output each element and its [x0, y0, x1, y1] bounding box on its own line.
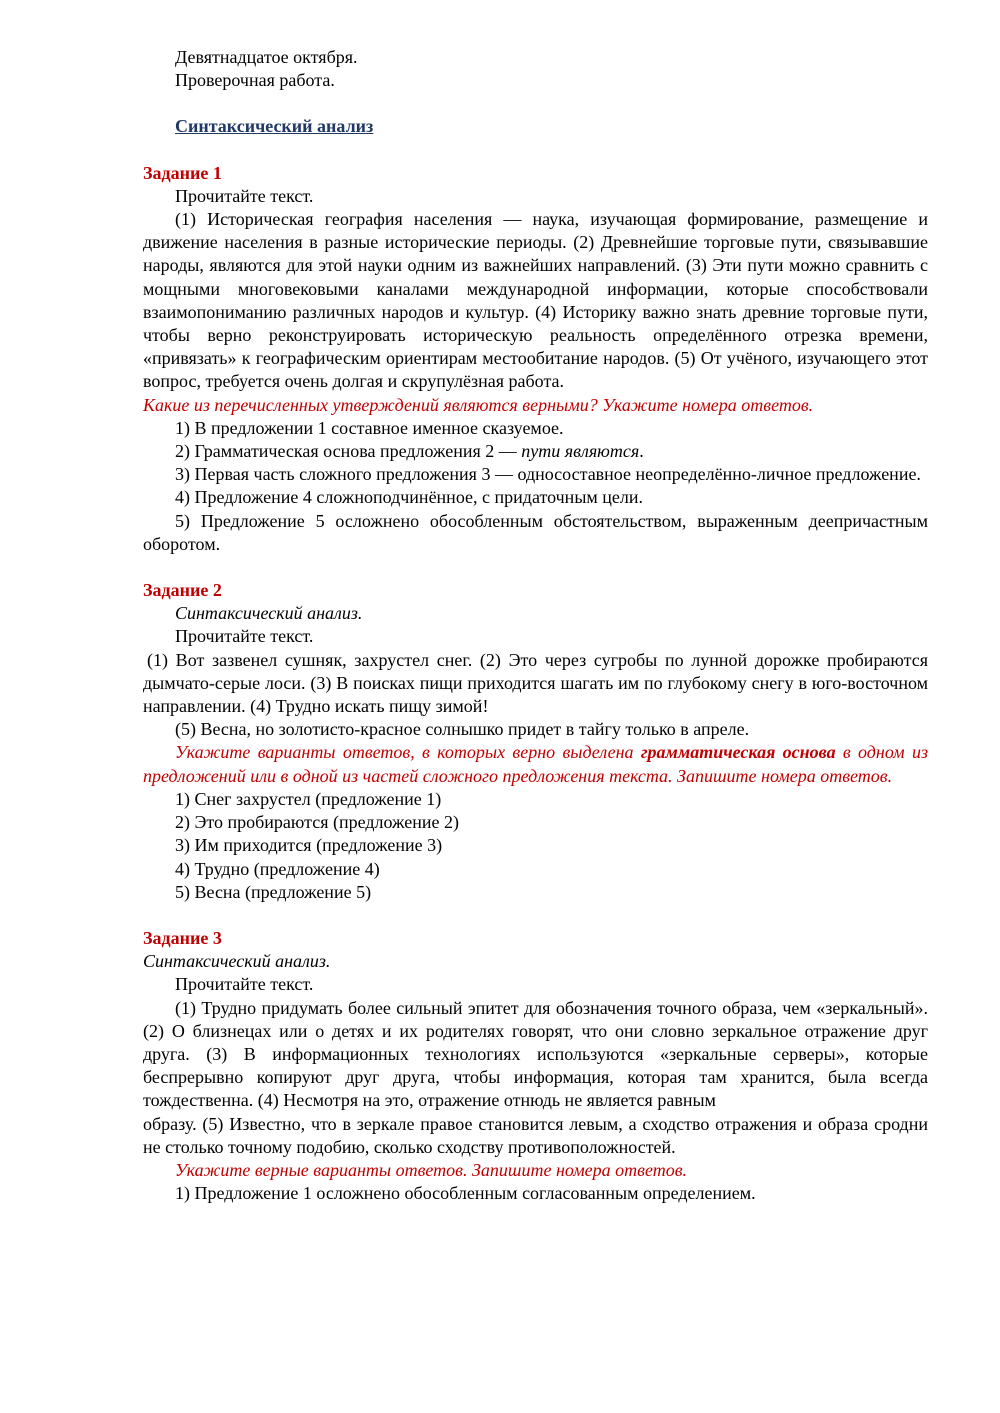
task1-option-1: 1) В предложении 1 составное именное сказуемое.: [175, 417, 564, 438]
date-line: Девятнадцатое октября.: [175, 47, 358, 67]
task2-option: 4) Трудно (предложение 4): [175, 858, 380, 879]
task2-instruction: Прочитайте текст.: [175, 626, 314, 647]
task1-option-5: 5) Предложение 5 осложнено обособленным обстоятельством, выраженным деепричастным оборотом.: [143, 510, 928, 554]
task2-question: Укажите варианты ответов, в которых верно выделена грамматическая основа в одном из предложений или в одной из частей сложного предложения текста. Запишите номера ответов.: [143, 742, 928, 786]
task1-instruction: Прочитайте текст.: [175, 185, 314, 206]
task3-text: (1) Трудно придумать более сильный эпитет для обозначения точного образа, чем «зеркальный». (2) О близнецах или о детях и их родителях говорят, что они словно зеркальное отражение друг друга. (3) В информационных технологиях используются «зеркальные серверы», которые беспрерывно копируют друг друга, чтобы информация, которая там хранится, была всегда тождественна. (4) Несмотря на это, отражение отнюдь не является равным: [143, 997, 928, 1111]
task3-text-continued: образу. (5) Известно, что в зеркале правое становится левым, а сходство отражения и образа сродни не столько точному подобию, сколько сходству противоположностей.: [143, 1113, 928, 1157]
task1-text: (1) Историческая география населения — наука, изучающая формирование, размещение и движение населения в разные исторические периоды. (2) Древнейшие торговые пути, связывавшие народы, являются для этой науки одним из важнейших направлений. (3) Эти пути можно сравнить с мощными многовековыми каналами международной информации, которые способствовали взаимопониманию различных народов и культур. (4) Историку важно знать древние торговые пути, чтобы верно реконструировать историческую реальность определённого отрезка времени, «привязать» к географическим ориентирам местообитание народов. (5) От учёного, изучающего этот вопрос, требуется очень долгая и скрупулёзная работа.: [143, 209, 928, 392]
task2-text-5: (5) Весна, но золотисто-красное солнышко придет в тайгу только в апреле.: [175, 719, 750, 740]
task1-option-2: 2) Грамматическая основа предложения 2 — пути являются.: [175, 441, 644, 462]
task3-instruction: Прочитайте текст.: [175, 974, 314, 995]
task1-option-4: 4) Предложение 4 сложноподчинённое, с придаточным цели.: [175, 487, 644, 508]
task2-option: 3) Им приходится (предложение 3): [175, 835, 443, 856]
task3-option-1: 1) Предложение 1 осложнено обособленным согласованным определением.: [175, 1183, 756, 1204]
task3-heading: Задание 3: [143, 927, 222, 948]
task2-question-bold: грамматическая основа: [640, 742, 836, 763]
task2-heading: Задание 2: [143, 580, 222, 601]
task1-heading: Задание 1: [143, 162, 222, 183]
task2-option: 1) Снег захрустел (предложение 1): [175, 788, 442, 809]
task1-option-2-emphasis: пути являются: [521, 441, 640, 462]
task2-option: 5) Весна (предложение 5): [175, 881, 372, 902]
task2-subtitle: Синтаксический анализ.: [175, 603, 363, 624]
task3-question: Укажите верные варианты ответов. Запишите номера ответов.: [175, 1159, 688, 1180]
work-type-line: Проверочная работа.: [175, 70, 335, 91]
task3-subtitle: Синтаксический анализ.: [143, 951, 331, 972]
task1-option-3: 3) Первая часть сложного предложения 3 — односоставное неопределённо-личное предложение.: [175, 464, 921, 485]
task2-option: 2) Это пробираются (предложение 2): [175, 812, 459, 833]
task1-question: Какие из перечисленных утверждений являются верными? Укажите номера ответов.: [143, 394, 814, 415]
page-title: Синтаксический анализ: [175, 116, 374, 137]
task2-text: (1) Вот зазвенел сушняк, захрустел снег. (2) Это через сугробы по лунной дорожке пробираются дымчато-серые лоси. (3) В поисках пищи приходится шагать им по глубокому снегу в юго-восточном направлении. (4) Трудно искать пищу зимой!: [143, 649, 928, 717]
